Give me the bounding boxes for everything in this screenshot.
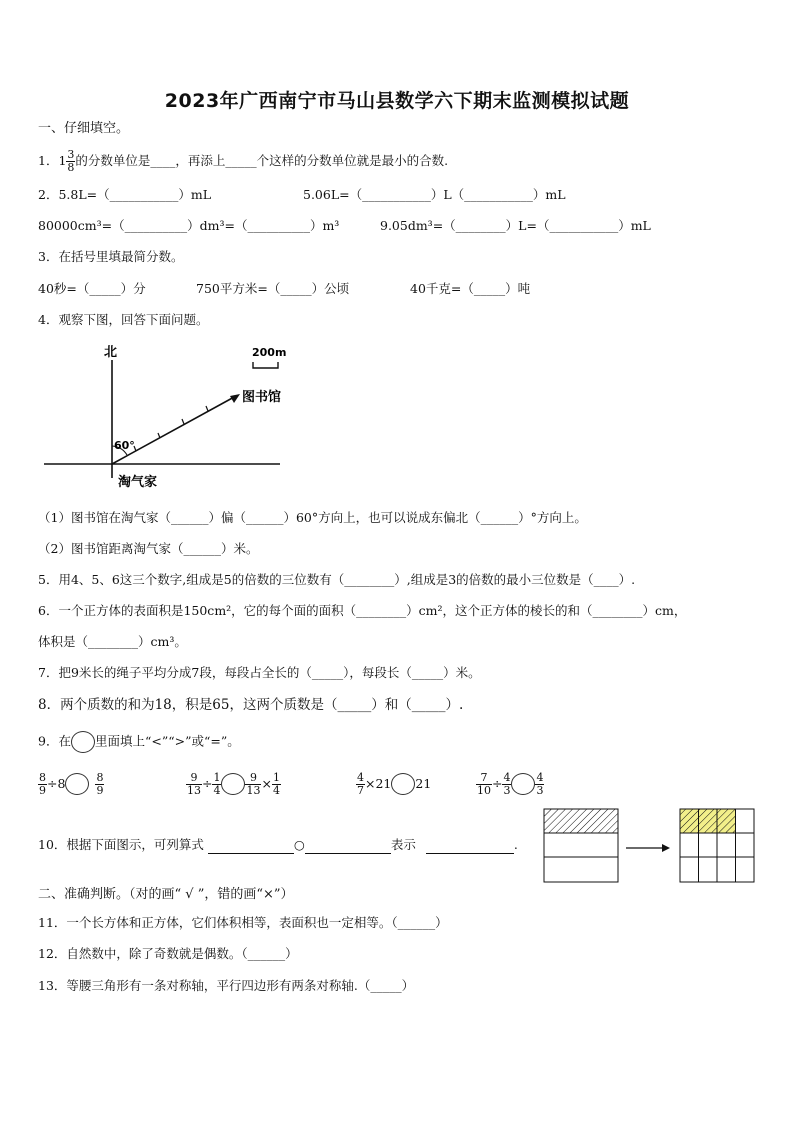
question-10: 10．根据下面图示，可列算式 ○ 表示 . <box>38 837 518 852</box>
compare-circle-2[interactable] <box>221 773 245 795</box>
question-4-part-2: （2）图书馆距离淘气家（______）米。 <box>38 541 259 556</box>
question-11: 11．一个长方体和正方体，它们体积相等，表面积也一定相等。（______） <box>38 915 448 930</box>
question-6: 6．一个正方体的表面积是150cm²，它的每个面的面积（________）cm²，这个正方体的棱长的和（________）cm， <box>38 603 687 618</box>
shaded-cells <box>680 809 736 833</box>
question-3a: 40秒=（_____）分 <box>38 281 146 296</box>
angle-label: 60° <box>114 439 135 452</box>
direction-diagram <box>40 338 310 498</box>
q9-expression-1: $\frac{8}{9}$ ÷8 $\frac{8}{9}$ <box>39 770 104 797</box>
q9-expression-2: $\frac{9}{13}$ ÷ $\frac{1}{4}$ $\frac{9}{13}$ × $\frac{1}{4}$ <box>187 770 280 797</box>
question-3c: 40千克=（_____）吨 <box>410 281 531 296</box>
q9-expression-3: $\frac{4}{7}$ ×21 21 <box>357 770 432 797</box>
compare-circle-3[interactable] <box>391 773 415 795</box>
q1-fraction: $\frac{3}{8}$ <box>67 148 75 174</box>
compare-circle-1[interactable] <box>65 773 89 795</box>
page-title: 2023年广西南宁市马山县数学六下期末监测模拟试题 <box>164 90 630 112</box>
scale-bar <box>253 362 278 368</box>
q10-blank-1[interactable] <box>208 839 294 854</box>
question-3: 3．在括号里填最简分数。 <box>38 249 184 264</box>
answer-circle <box>71 731 95 753</box>
q10-blank-2[interactable] <box>305 839 391 854</box>
question-3b: 750平方米=（_____）公顷 <box>196 281 350 296</box>
fraction-diagram <box>540 806 760 886</box>
question-6-cont: 体积是（________）cm³。 <box>38 634 187 649</box>
q9-expression-4: $\frac{7}{10}$ ÷ $\frac{4}{3}$ $\frac{4}{3}$ <box>477 770 544 797</box>
question-8: 8．两个质数的和为18，积是65，这两个质数是（_____）和（_____）. <box>38 697 464 713</box>
arrow-head <box>230 394 240 403</box>
question-4: 4．观察下图，回答下面问题。 <box>38 312 209 327</box>
question-2a: 2．5.8L=（___________）mL <box>38 187 212 202</box>
question-12: 12．自然数中，除了奇数就是偶数。（______） <box>38 946 298 961</box>
q1-text: 的分数单位是____，再添上_____个这样的分数单位就是最小的合数. <box>75 153 449 168</box>
scale-label: 200m <box>252 346 287 359</box>
question-2d: 9.05dm³=（________）L=（___________）mL <box>380 218 651 233</box>
question-1 <box>38 149 448 174</box>
home-label: 淘气家 <box>118 475 158 490</box>
compare-circle-4[interactable] <box>511 773 535 795</box>
north-label: 北 <box>104 345 118 360</box>
q10-blank-3[interactable] <box>426 839 514 854</box>
question-7: 7．把9米长的绳子平均分成7段，每段占全长的（_____），每段长（_____）米。 <box>38 665 481 680</box>
library-ray <box>112 396 236 464</box>
section-2-heading: 二、准确判断。（对的画“ √ ”，错的画“×”） <box>38 887 294 902</box>
question-2c: 80000cm³=（__________）dm³=（__________）m³ <box>38 218 340 233</box>
q1-number: 1． <box>38 153 59 168</box>
question-2b: 5.06L=（___________）L（___________）mL <box>303 187 566 202</box>
section-1-heading: 一、仔细填空。 <box>38 121 130 136</box>
question-9: 9．在 里面填上“<”“>”或“=”。 <box>38 731 240 753</box>
question-13: 13．等腰三角形有一条对称轴，平行四边形有两条对称轴.（_____） <box>38 978 415 993</box>
question-4-part-1: （1）图书馆在淘气家（______）偏（______）60°方向上，也可以说成东偏北（______）°方向上。 <box>38 510 587 525</box>
library-label: 图书馆 <box>242 390 282 405</box>
question-5: 5．用4、5、6这三个数字,组成是5的倍数的三位数有（________）,组成是3的倍数的最小三位数是（____）. <box>38 572 636 587</box>
q1-whole: 1 <box>58 153 67 168</box>
shaded-row <box>544 809 618 833</box>
